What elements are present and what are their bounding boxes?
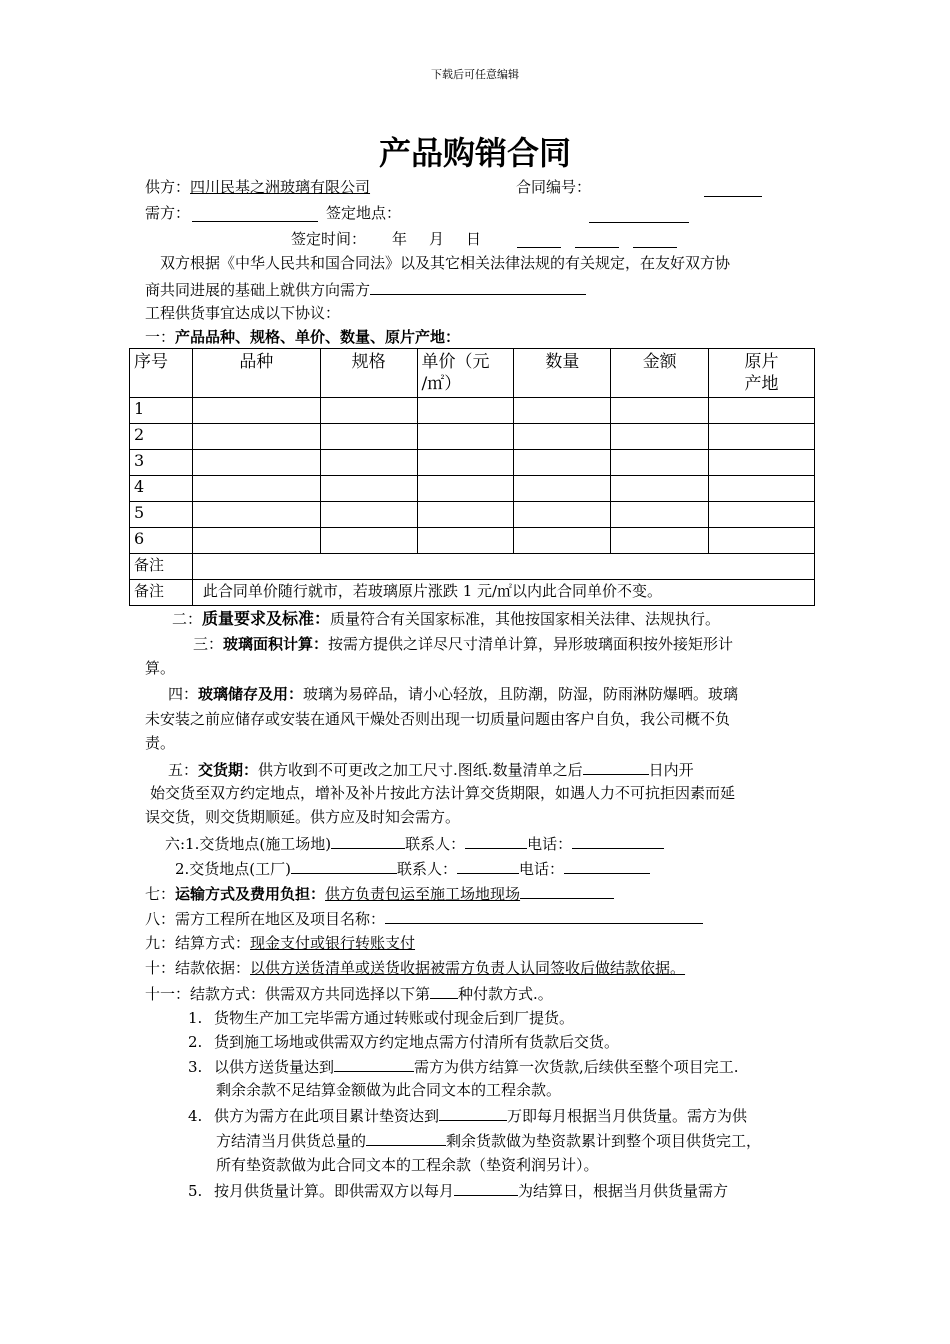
table-row — [130, 476, 815, 502]
section-11-text: 十一：结款方式：供需双方共同选择以下第 — [145, 985, 431, 1003]
section-6-line-2 — [175, 858, 650, 879]
note-cell[interactable] — [192, 554, 814, 580]
contract-no-field[interactable] — [704, 180, 762, 197]
table-row — [130, 398, 815, 424]
list-item — [188, 1056, 739, 1077]
table-row — [130, 502, 815, 528]
table-cell[interactable] — [514, 476, 611, 502]
table-cell[interactable] — [320, 424, 417, 450]
row-index: 1 — [130, 398, 193, 424]
section-6-line-1 — [165, 833, 664, 854]
table-cell[interactable] — [514, 528, 611, 554]
row-index: 2 — [130, 424, 193, 450]
table-cell[interactable] — [417, 528, 514, 554]
section-4 — [168, 684, 738, 704]
table-cell[interactable] — [709, 398, 815, 424]
sign-time-label: 签定时间： — [291, 230, 367, 248]
list-item — [188, 1032, 619, 1052]
section-4-prefix: 四： — [168, 685, 199, 703]
section-5-title: 交货期： — [198, 761, 259, 779]
list-text: 需方为供方结算一次货款,后续供至整个项目完工. — [414, 1058, 739, 1076]
table-cell[interactable] — [709, 528, 815, 554]
section-1-prefix: 一： — [145, 328, 176, 346]
sign-day-field[interactable] — [633, 231, 677, 248]
supplier-label: 供方： — [145, 178, 191, 196]
table-cell[interactable] — [417, 398, 514, 424]
col-header-amount: 金额 — [611, 349, 709, 398]
table-cell[interactable] — [709, 502, 815, 528]
intro-line-3: 工程供货事宜达成以下协议： — [145, 304, 341, 322]
table-cell[interactable] — [192, 528, 320, 554]
contract-no-label: 合同编号： — [516, 178, 592, 196]
table-cell[interactable] — [192, 424, 320, 450]
table-cell[interactable] — [192, 398, 320, 424]
table-cell[interactable] — [514, 450, 611, 476]
section-5-cont-2: 误交货，则交货期顺延。供方应及时知会需方。 — [145, 808, 461, 826]
table-cell[interactable] — [192, 502, 320, 528]
transport-blank[interactable] — [520, 883, 614, 899]
section-2-title: 质量要求及标准： — [202, 609, 331, 628]
factory-delivery-label: 2.交货地点(工厂) — [175, 860, 292, 878]
sign-year-field[interactable] — [517, 231, 561, 248]
section-7-title: 运输方式及费用负担： — [175, 885, 326, 903]
table-header-row — [130, 349, 815, 398]
section-10 — [145, 958, 685, 978]
site-contact-label: 联系人： — [405, 835, 466, 853]
table-cell[interactable] — [320, 450, 417, 476]
payment-ratio-blank[interactable] — [366, 1130, 446, 1146]
table-cell[interactable] — [709, 450, 815, 476]
section-5 — [168, 759, 694, 780]
site-delivery-blank[interactable] — [331, 833, 405, 849]
sign-place-field[interactable] — [589, 206, 689, 223]
table-cell[interactable] — [514, 398, 611, 424]
factory-contact-label: 联系人： — [397, 860, 458, 878]
section-4-text: 玻璃为易碎品，请小心轻放，且防潮，防湿，防雨淋防爆晒。玻璃 — [303, 685, 739, 703]
section-7-text: 供方负责包运至施工场地现场 — [325, 885, 521, 903]
settlement-day-blank[interactable] — [454, 1180, 518, 1196]
table-cell[interactable] — [417, 450, 514, 476]
row-index: 3 — [130, 450, 193, 476]
list-text: 货物生产加工完毕需方通过转账或付现金后到厂提货。 — [214, 1009, 575, 1027]
section-2-text: 质量符合有关国家标准，其他按国家相关法律、法规执行。 — [330, 610, 721, 628]
note-row-2 — [130, 580, 815, 606]
buyer-label: 需方： — [145, 204, 191, 222]
table-cell[interactable] — [417, 502, 514, 528]
section-4-title: 玻璃储存及用： — [198, 685, 304, 703]
row-index: 4 — [130, 476, 193, 502]
settlement-basis: 以供方送货清单或送货收据被需方负责人认同签收后做结款依据。 — [250, 959, 686, 977]
factory-phone-blank[interactable] — [564, 858, 650, 874]
row-index: 6 — [130, 528, 193, 554]
section-9-label: 九：结算方式： — [145, 934, 251, 952]
month-label: 月 — [429, 230, 445, 248]
note-text: 此合同单价随行就市，若玻璃原片涨跌 1 元/㎡以内此合同单价不变。 — [192, 580, 814, 606]
section-10-label: 十：结款依据： — [145, 959, 251, 977]
list-number: 5. — [188, 1182, 203, 1200]
section-2-prefix: 二： — [172, 610, 203, 628]
table-cell[interactable] — [417, 476, 514, 502]
section-11-text-after: 种付款方式.。 — [458, 985, 553, 1003]
list-item — [188, 1180, 728, 1201]
col-header-unit-price: 单价（元 /㎡） — [417, 349, 514, 398]
note-label: 备注 — [130, 580, 193, 606]
list-text: 按月供货量计算。即供需双方以每月 — [214, 1182, 455, 1200]
list-item-cont: 剩余余款不足结算金额做为此合同文本的工程余款。 — [216, 1081, 562, 1099]
list-item — [188, 1008, 574, 1028]
list-number: 3. — [188, 1058, 203, 1076]
supplier-line — [145, 177, 370, 197]
table-cell[interactable] — [320, 398, 417, 424]
section-8 — [145, 908, 703, 929]
table-cell[interactable] — [611, 450, 709, 476]
site-phone-label: 电话： — [527, 835, 573, 853]
advance-amount-blank[interactable] — [439, 1105, 507, 1121]
table-cell[interactable] — [192, 450, 320, 476]
section-3-title: 玻璃面积计算： — [223, 635, 329, 653]
project-location-blank[interactable] — [385, 908, 703, 924]
list-number: 1. — [188, 1009, 203, 1027]
list-text: 剩余货款做为垫资款累计到整个项目供货完工， — [446, 1132, 762, 1150]
section-5-text: 供方收到不可更改之加工尺寸.图纸.数量清单之后 — [258, 761, 583, 779]
year-label: 年 — [392, 230, 408, 248]
delivery-amount-blank[interactable] — [334, 1056, 414, 1072]
factory-delivery-blank[interactable] — [291, 858, 397, 874]
col-header-spec: 规格 — [320, 349, 417, 398]
section-3 — [193, 634, 733, 654]
section-7-prefix: 七： — [145, 885, 176, 903]
buyer-field[interactable] — [192, 205, 318, 222]
list-item-cont — [216, 1130, 761, 1151]
table-cell[interactable] — [611, 528, 709, 554]
site-delivery-label: 六:1.交货地点(施工场地) — [165, 835, 332, 853]
payment-option-blank[interactable] — [430, 983, 458, 999]
intro-line-2-text: 商共同进展的基础上就供方向需方 — [145, 281, 371, 299]
table-cell[interactable] — [514, 502, 611, 528]
section-4-cont-2: 责。 — [145, 734, 176, 752]
table-cell[interactable] — [192, 476, 320, 502]
intro-line-1: 双方根据《中华人民共和国合同法》以及其它相关法律法规的有关规定，在友好双方协 — [160, 254, 731, 272]
table-cell[interactable] — [611, 398, 709, 424]
list-number: 2. — [188, 1033, 203, 1051]
list-item-cont: 所有垫资款做为此合同文本的工程余款（垫资利润另计）。 — [216, 1156, 599, 1174]
table-cell[interactable] — [611, 424, 709, 450]
list-text: 万即每月根据当月供货量。需方为供 — [507, 1107, 748, 1125]
section-3-text: 按需方提供之详尽尺寸清单计算，异形玻璃面积按外接矩形计 — [328, 635, 734, 653]
delivery-days-blank[interactable] — [583, 759, 649, 775]
list-text: 方结清当月供货总量的 — [216, 1132, 367, 1150]
table-cell[interactable] — [320, 502, 417, 528]
col-header-quantity: 数量 — [514, 349, 611, 398]
note-label: 备注 — [130, 554, 193, 580]
section-5-prefix: 五： — [168, 761, 199, 779]
document-title: 产品购销合同 — [378, 134, 571, 172]
table-cell[interactable] — [709, 424, 815, 450]
section-8-text: 八：需方工程所在地区及项目名称： — [145, 910, 386, 928]
section-7 — [145, 883, 614, 904]
table-cell[interactable] — [320, 528, 417, 554]
section-1-heading — [145, 327, 460, 347]
list-item — [188, 1105, 747, 1126]
table-row — [130, 450, 815, 476]
section-3-cont: 算。 — [145, 659, 176, 677]
col-header-variety: 品种 — [192, 349, 320, 398]
list-text: 为结算日，根据当月供货量需方 — [518, 1182, 729, 1200]
project-name-blank[interactable] — [370, 279, 586, 295]
table-cell[interactable] — [611, 502, 709, 528]
header-note: 下载后可任意编辑 — [431, 68, 519, 81]
section-1-title: 产品品种、规格、单价、数量、原片产地： — [175, 328, 461, 346]
table-cell[interactable] — [709, 476, 815, 502]
section-2 — [172, 609, 720, 629]
note-row-1 — [130, 554, 815, 580]
factory-contact-blank[interactable] — [457, 858, 519, 874]
site-phone-blank[interactable] — [572, 833, 664, 849]
factory-phone-label: 电话： — [519, 860, 565, 878]
supplier-name[interactable]: 四川民基之洲玻璃有限公司 — [190, 178, 371, 196]
table-cell[interactable] — [417, 424, 514, 450]
section-9 — [145, 933, 415, 953]
list-text: 以供方送货量达到 — [214, 1058, 335, 1076]
day-label: 日 — [466, 230, 482, 248]
section-5-text-after: 日内开 — [648, 761, 694, 779]
section-4-cont-1: 未安装之前应储存或安装在通风干燥处否则出现一切质量问题由客户自负，我公司概不负 — [145, 710, 731, 728]
row-index: 5 — [130, 502, 193, 528]
sign-month-field[interactable] — [575, 231, 619, 248]
list-text: 货到施工场地或供需双方约定地点需方付清所有货款后交货。 — [214, 1033, 620, 1051]
table-row — [130, 528, 815, 554]
table-cell[interactable] — [611, 476, 709, 502]
intro-line-2 — [145, 279, 586, 300]
product-table — [129, 348, 815, 606]
site-contact-blank[interactable] — [465, 833, 527, 849]
settlement-method: 现金支付或银行转账支付 — [250, 934, 416, 952]
col-header-index: 序号 — [130, 349, 193, 398]
table-cell[interactable] — [514, 424, 611, 450]
table-row — [130, 424, 815, 450]
sign-time-line — [291, 229, 481, 249]
sign-place-label: 签定地点： — [326, 204, 402, 222]
col-header-origin: 原片 产地 — [709, 349, 815, 398]
section-11 — [145, 983, 553, 1004]
section-3-prefix: 三： — [193, 635, 224, 653]
table-cell[interactable] — [320, 476, 417, 502]
list-number: 4. — [188, 1107, 203, 1125]
list-text: 供方为需方在此项目累计垫资达到 — [214, 1107, 440, 1125]
section-5-cont-1: 始交货至双方约定地点，增补及补片按此方法计算交货期限，如遇人力不可抗拒因素而延 — [150, 784, 736, 802]
